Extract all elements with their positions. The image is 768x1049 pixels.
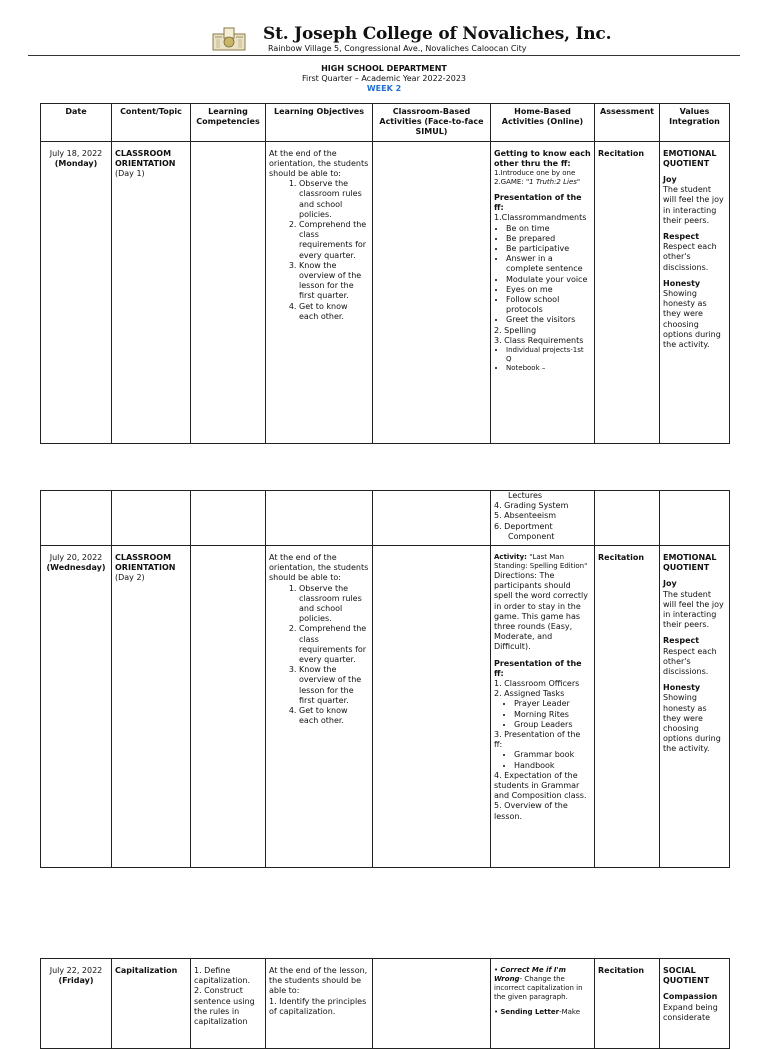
rules-list xyxy=(494,224,591,326)
topic: CLASSROOM ORIENTATION xyxy=(115,553,176,573)
value-title: Respect xyxy=(663,636,700,646)
list-item: 4. Get to know each other. xyxy=(299,706,369,726)
value-desc: Respect each other's discissions. xyxy=(663,242,717,272)
objectives-list xyxy=(269,584,369,727)
topic-sub: (Day 1) xyxy=(115,169,145,179)
list-item: 1. Observe the classroom rules and school policies. xyxy=(299,584,369,625)
topic-sub: (Day 2) xyxy=(115,573,145,583)
list-item: • Greet the visitors xyxy=(506,315,591,325)
term-title: First Quarter – Academic Year 2022-2023 xyxy=(301,74,467,83)
list-item: • Be on time xyxy=(506,224,591,234)
list-item: 2. Comprehend the class requirements for every quarter. xyxy=(299,624,369,665)
game-name: "1 Truth:2 Lies" xyxy=(525,178,581,187)
list-item: • Follow school protocols xyxy=(506,295,591,315)
home-heading-1: Getting to know each other thru the ff: xyxy=(494,148,591,168)
activity-line: • Correct Me if I'm Wrong- Change the incorrect capitalization in the given paragraph. xyxy=(494,966,583,1001)
value-title: Joy xyxy=(663,579,677,589)
list-item: 2. Spelling xyxy=(494,325,537,335)
school-seal-logo xyxy=(210,26,248,52)
value-desc: The student will feel the joy in interacting their peers. xyxy=(663,589,724,630)
weekday: (Friday) xyxy=(58,976,94,986)
list-item: 4. Expectation of the students in Grammar and Composition class. xyxy=(494,770,587,801)
date: July 18, 2022 xyxy=(49,148,103,158)
classroom-activities-cell xyxy=(373,491,491,546)
document-header xyxy=(0,0,768,100)
list-item: • Handbook xyxy=(514,761,591,771)
objectives-intro: At the end of the orientation, the students should be able to: xyxy=(269,553,369,583)
value-title: Honesty xyxy=(663,278,701,288)
home-heading-2: Presentation of the ff: xyxy=(494,193,582,213)
objectives-list xyxy=(269,179,369,322)
activity-desc: -Make xyxy=(559,1008,581,1016)
col-date: Date xyxy=(41,104,112,142)
value-title: Joy xyxy=(663,175,677,185)
assessment-cell: Recitation xyxy=(595,546,660,868)
list-item: • Be prepared xyxy=(506,234,591,244)
value-desc: Showing honesty as they were choosing options during the activity. xyxy=(663,289,721,350)
list-item: 5. Absenteeism xyxy=(494,511,557,521)
list-item: 1.Classrommandments xyxy=(494,213,587,223)
objectives-intro: At the end of the lesson, the students should be able to: xyxy=(269,966,368,996)
date-cell xyxy=(41,546,112,868)
list-item: Lectures xyxy=(508,491,543,500)
date-cell xyxy=(41,141,112,443)
list-item: 4. Grading System xyxy=(494,501,569,511)
list-item: 2. Assigned Tasks xyxy=(494,689,565,699)
table-row xyxy=(41,141,730,443)
col-values: Values Integration xyxy=(660,104,730,142)
activity-title: Sending Letter xyxy=(500,1008,560,1016)
list-item: 3. Know the overview of the lesson for the first quarter. xyxy=(299,261,369,302)
competencies-cell xyxy=(191,141,266,443)
competencies-cell xyxy=(191,546,266,868)
values-heading: EMOTIONAL QUOTIENT xyxy=(663,148,717,168)
objectives-intro: At the end of the orientation, the students should be able to: xyxy=(269,148,369,179)
lesson-plan-table-1 xyxy=(40,103,730,444)
date-cell xyxy=(41,491,112,546)
weekday: (Wednesday) xyxy=(46,563,106,573)
home-heading-2: Presentation of the ff: xyxy=(494,658,582,678)
school-address: Rainbow Village 5, Congressional Ave., Novaliches Caloocan City xyxy=(268,44,527,53)
list-item: 1. Observe the classroom rules and school policies. xyxy=(299,179,369,220)
activity-line: • Sending Letter-Make xyxy=(494,1008,581,1016)
value-desc: The student will feel the joy in interacting their peers. xyxy=(663,185,724,225)
list-item: • Prayer Leader xyxy=(514,699,591,709)
values-heading: EMOTIONAL QUOTIENT xyxy=(663,553,717,573)
value-title: Compassion xyxy=(663,992,718,1002)
books-list xyxy=(494,750,591,770)
values-cell xyxy=(660,546,730,868)
home-activities-cell xyxy=(491,959,595,1049)
assessment-cell xyxy=(595,491,660,546)
values-cell xyxy=(660,141,730,443)
weekday: (Monday) xyxy=(54,158,98,168)
game-label: 2.GAME: xyxy=(494,178,526,187)
values-cell xyxy=(660,959,730,1049)
date: July 22, 2022 xyxy=(49,966,103,975)
list-item: 1. Identify the principles of capitalization. xyxy=(269,996,367,1016)
col-assessment: Assessment xyxy=(595,104,660,142)
assessment-cell: Recitation xyxy=(595,141,660,443)
topic-cell xyxy=(112,546,191,868)
assessment-cell: Recitation xyxy=(595,959,660,1049)
classroom-activities-cell xyxy=(373,959,491,1049)
values-heading: SOCIAL QUOTIENT xyxy=(663,966,710,986)
table-row xyxy=(41,959,730,1049)
list-item: • Individual projects-1st Q xyxy=(506,346,591,364)
list-item: • Be participative xyxy=(506,244,591,254)
activity-title: "Last Man Standing: Spelling Edition" xyxy=(494,553,588,571)
list-item: 6. Deportment xyxy=(494,521,553,531)
list-item: 3. Presentation of the ff: xyxy=(494,730,581,750)
topic-cell xyxy=(112,141,191,443)
list-item: • Notebook – xyxy=(506,364,591,373)
col-competencies: Learning Competencies xyxy=(191,104,266,142)
value-title: Respect xyxy=(663,232,700,242)
col-home-activities: Home-Based Activities (Online) xyxy=(491,104,595,142)
list-item: 1.Introduce one by one xyxy=(494,169,576,178)
value-desc: Showing honesty as they were choosing options during the activity. xyxy=(663,693,721,754)
activity-desc: - Change the incorrect capitalization in the given paragraph. xyxy=(494,975,583,1001)
requirements-list xyxy=(494,346,591,373)
objectives-cell xyxy=(266,141,373,443)
classroom-activities-cell xyxy=(373,141,491,443)
list-item: 3. Know the overview of the lesson for the first quarter. xyxy=(299,665,369,706)
activity-line xyxy=(494,553,591,571)
list-item: • Eyes on me xyxy=(506,285,591,295)
col-objectives: Learning Objectives xyxy=(266,104,373,142)
list-item: • Group Leaders xyxy=(514,720,591,730)
home-activities-cell xyxy=(491,491,595,546)
objectives-cell xyxy=(266,959,373,1049)
tasks-list xyxy=(494,699,591,730)
week-label: WEEK 2 xyxy=(366,84,402,93)
school-name: St. Joseph College of Novaliches, Inc. xyxy=(263,24,612,44)
objectives-cell xyxy=(266,546,373,868)
objectives-cell xyxy=(266,491,373,546)
table-row xyxy=(41,546,730,868)
table-header-row xyxy=(41,104,730,142)
department-title: HIGH SCHOOL DEPARTMENT xyxy=(321,64,447,73)
list-item: 4. Get to know each other. xyxy=(299,302,369,322)
activity-label: Activity: xyxy=(494,553,527,562)
home-activities-cell xyxy=(491,141,595,443)
header-rule xyxy=(28,55,740,56)
competencies-cell xyxy=(191,491,266,546)
list-item xyxy=(494,178,591,187)
list-item: 1. Classroom Officers xyxy=(494,679,580,689)
col-classroom-activities: Classroom-Based Activities (Face-to-face SIMUL) xyxy=(373,104,491,142)
activity-title: Correct Me if I'm Wrong xyxy=(494,966,566,983)
list-item: • Modulate your voice xyxy=(506,275,591,285)
activity-directions: Directions: The participants should spell the word correctly in order to stay in the game. This game has three rounds (Easy, Moderate, and Difficult). xyxy=(494,571,589,652)
value-title: Honesty xyxy=(663,683,701,693)
topic: CLASSROOM ORIENTATION xyxy=(115,148,176,168)
list-item: 3. Class Requirements xyxy=(494,335,584,345)
value-desc: Expand being considerate xyxy=(663,1002,718,1022)
list-item: • Grammar book xyxy=(514,750,591,760)
value-desc: Respect each other's discissions. xyxy=(663,646,717,677)
home-activities-cell xyxy=(491,546,595,868)
date-cell xyxy=(41,959,112,1049)
topic-cell xyxy=(112,491,191,546)
lesson-plan-table-3 xyxy=(40,958,730,1049)
competencies-cell: 1. Define capitalization. 2. Construct sentence using the rules in capitalization xyxy=(191,959,266,1049)
table-row xyxy=(41,491,730,546)
classroom-activities-cell xyxy=(373,546,491,868)
list-item: • Answer in a complete sentence xyxy=(506,254,591,274)
list-item: • Morning Rites xyxy=(514,710,591,720)
date: July 20, 2022 xyxy=(49,553,103,563)
lesson-plan-table-2 xyxy=(40,490,730,868)
list-item: 5. Overview of the lesson. xyxy=(494,801,568,821)
col-topic: Content/Topic xyxy=(112,104,191,142)
topic-cell: Capitalization xyxy=(112,959,191,1049)
values-cell xyxy=(660,491,730,546)
list-item: 2. Comprehend the class requirements for every quarter. xyxy=(299,220,369,261)
list-item: Component xyxy=(508,531,555,541)
